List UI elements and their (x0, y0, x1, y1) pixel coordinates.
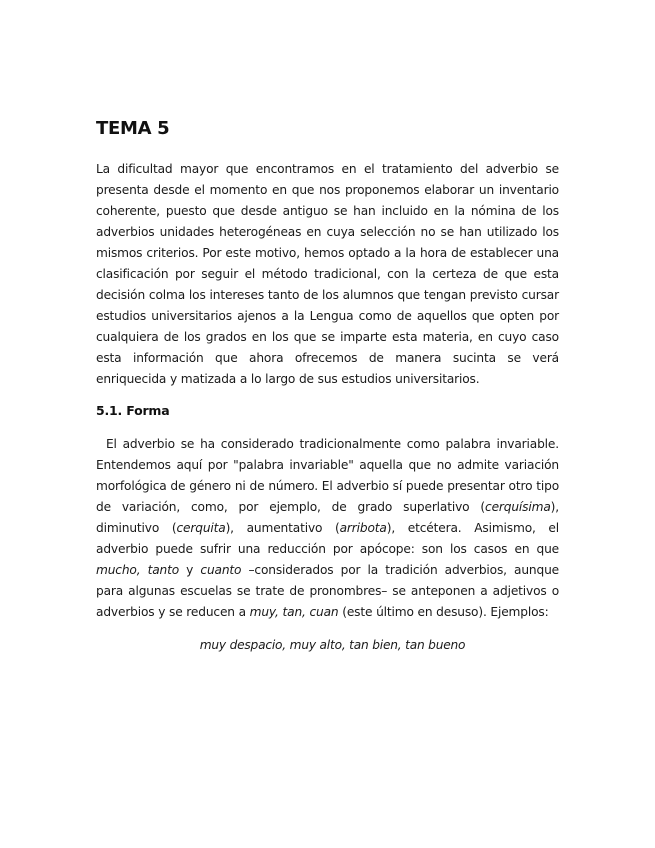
text-segment: (este último en desuso). Ejemplos: (338, 605, 549, 619)
italic-term: cerquísima (485, 500, 551, 514)
text-segment: ), diminutivo ( (96, 500, 559, 535)
document-page (96, 117, 559, 668)
example-line: muy despacio, muy alto, tan bien, tan bueno (199, 638, 466, 652)
text-segment: y (179, 563, 201, 577)
text-segment: ), etcétera. Asimismo, el adverbio puede sufrir una reducción por apócope: son los casos en que (96, 521, 559, 556)
intro-paragraph: La dificultad mayor que encontramos en el tratamiento del adverbio se presenta desde el momento en que nos proponemos elaborar un inventario coherente, puesto que desde antiguo se han incluido en la nómina de los adverbios unidades heterogéneas en cuya selección no se han utilizado los mismos criterios. Por este motivo, hemos optado a la hora de establecer una clasificación por seguir el método tradicional, con la certeza de que esta decisión colma los intereses tanto de los alumnos que tengan previsto cursar estudios universitarios ajenos a la Lengua como de aquellos que opten por cualquiera de los grados en los que se imparte esta materia, en cuyo caso esta información que ahora ofrecemos de manera sucinta se verá enriquecida y matizada a lo largo de sus estudios universitarios. (96, 162, 559, 386)
italic-term: cuanto (200, 563, 242, 577)
italic-term: cerquita (176, 521, 226, 535)
italic-term: muy, tan, cuan (249, 605, 339, 619)
forma-paragraph (96, 434, 559, 623)
text-segment: ), aumentativo ( (225, 521, 340, 535)
text-segment: El adverbio se ha considerado tradicionalmente como palabra invariable. Entendemos aquí por "palabra invariable" aquella que no admite variación morfológica de género ni de número. El adverbio sí puede presentar otro tipo de variación, como, por ejemplo, de grado superlativo ( (96, 437, 559, 514)
section-heading: 5.1. Forma (96, 403, 170, 418)
italic-term: mucho, tanto (96, 563, 180, 577)
text-segment: –considerados por la tradición adverbios, aunque para algunas escuelas se trate de pronombres– se anteponen a adjetivos o adverbios y se reducen a (96, 563, 559, 619)
page-title: TEMA 5 (96, 118, 170, 139)
italic-term: arribota (339, 521, 387, 535)
